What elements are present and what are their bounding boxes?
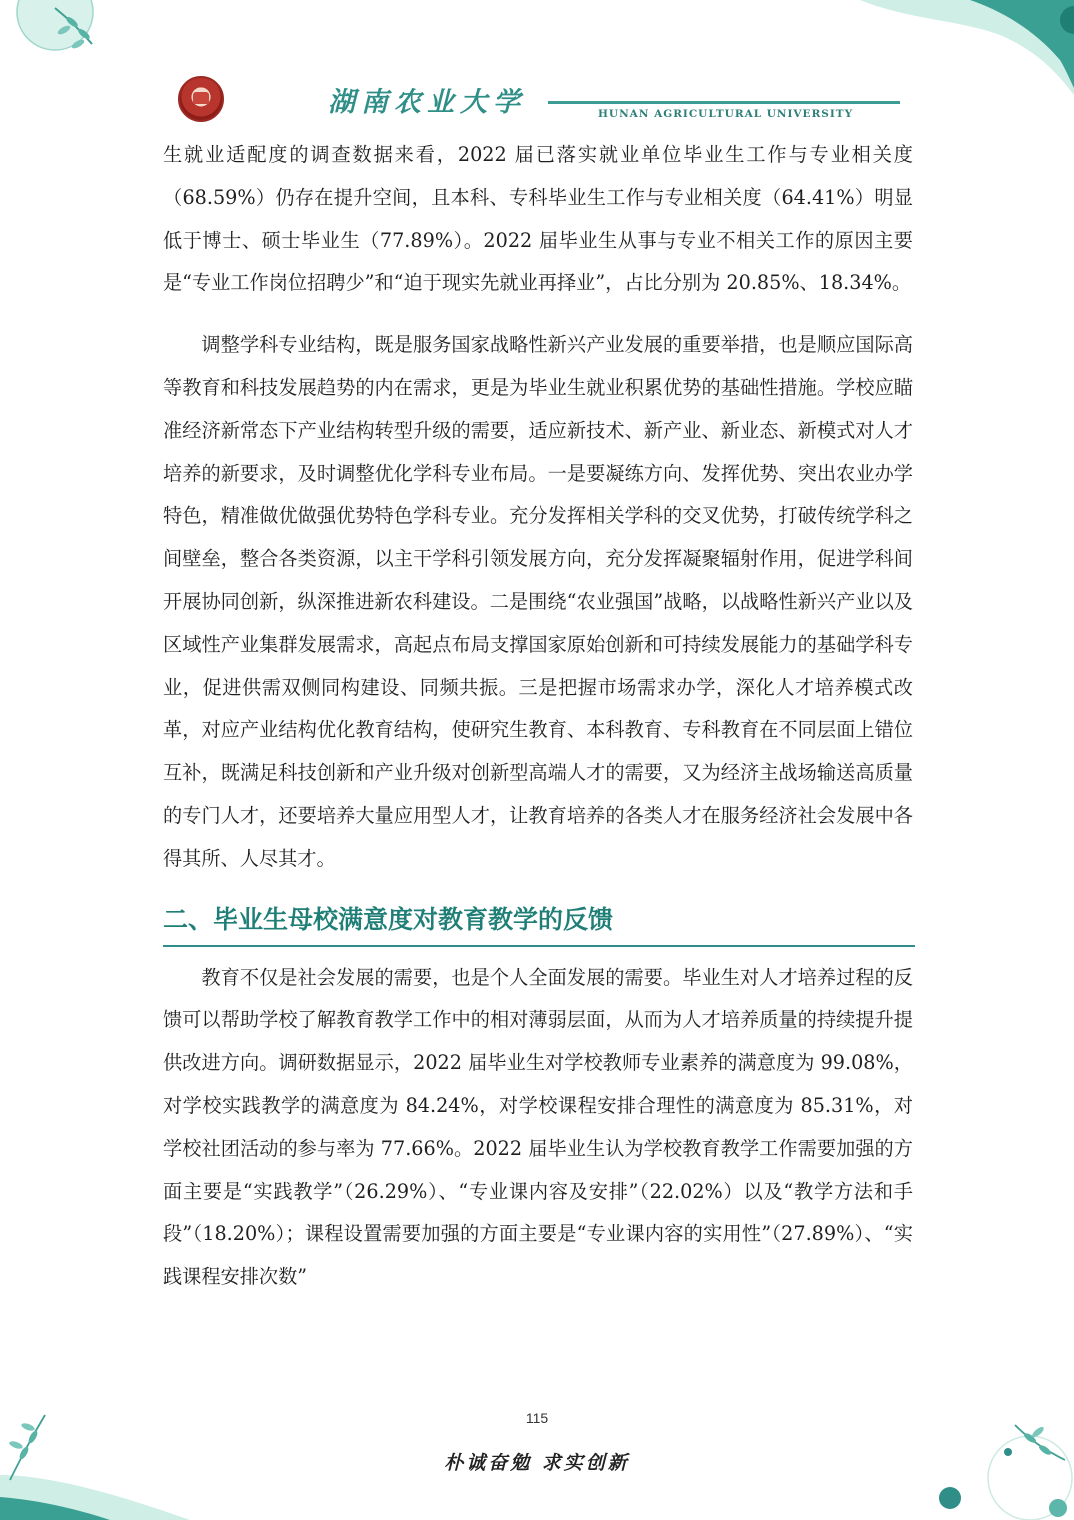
section-heading: 二、毕业生母校满意度对教育教学的反馈 [163, 904, 614, 934]
university-name-en: HUNAN AGRICULTURAL UNIVERSITY [598, 108, 854, 120]
paragraph-3: 教育不仅是社会发展的需要，也是个人全面发展的需要。毕业生对人才培养过程的反馈可以帮助学校了解教育教学工作中的相对薄弱层面，从而为人才培养质量的持续提升提供改进方向。调研数据显示，2022 届毕业生对学校教师专业素养的满意度为 99.08%，对学校实践教学的满意度为 84.24%，对学校课程安排合理性的满意度为 85.31%，对学校社团活动的参与率为 77.66%。2022 届毕业生认为学校教育教学工作需要加强的方面主要是“实践教学”（26.29%）、“专业课内容及安排”（22.02%）以及“教学方法和手段”（18.20%）；课程设置需要加强的方面主要是“专业课内容的实用性”（27.89%）、“实践课程安排次数” [163, 965, 913, 1289]
university-name-cn: 湖南农业大学 [328, 87, 526, 118]
page-header [0, 0, 1074, 130]
page-number: 115 [525, 1410, 549, 1426]
paragraph-2: 调整学科专业结构，既是服务国家战略性新兴产业发展的重要举措，也是顺应国际高等教育和科技发展趋势的内在需求，更是为毕业生就业积累优势的基础性措施。学校应瞄准经济新常态下产业结构转型升级的需要，适应新技术、新产业、新业态、新模式对人才培养的新要求，及时调整优化学科专业布局。一是要凝练方向、发挥优势、突出农业办学特色，精准做优做强优势特色学科专业。充分发挥相关学科的交叉优势，打破传统学科之间壁垒，整合各类资源，以主干学科引领发展方向，充分发挥凝聚辐射作用，促进学科间开展协同创新，纵深推进新农科建设。二是围绕“农业强国”战略，以战略性新兴产业以及区域性产业集群发展需求，高起点布局支撑国家原始创新和可持续发展能力的基础学科专业，促进供需双侧同构建设、同频共振。三是把握市场需求办学，深化人才培养模式改革，对应产业结构优化教育结构，使研究生教育、本科教育、专科教育在不同层面上错位互补，既满足科技创新和产业升级对创新型高端人才的需要，又为经济主战场输送高质量的专门人才，还要培养大量应用型人才，让教育培养的各类人才在服务经济社会发展中各得其所、人尽其才。 [163, 333, 913, 870]
page-content [163, 134, 913, 1299]
university-motto: 朴诚奋勉 求实创新 [444, 1452, 630, 1474]
logo-emblem [193, 92, 209, 104]
header-divider [548, 101, 900, 104]
paragraph-1: 生就业适配度的调查数据来看，2022 届已落实就业单位毕业生工作与专业相关度（68.59%）仍存在提升空间，且本科、专科毕业生工作与专业相关度（64.41%）明显低于博士、硕士毕业生（77.89%）。2022 届毕业生从事与专业不相关工作的原因主要是“专业工作岗位招聘少”和“迫于现实先就业再择业”，占比分别为 20.85%、18.34%。 [163, 143, 913, 295]
section-divider [163, 945, 915, 947]
university-logo [178, 76, 224, 122]
